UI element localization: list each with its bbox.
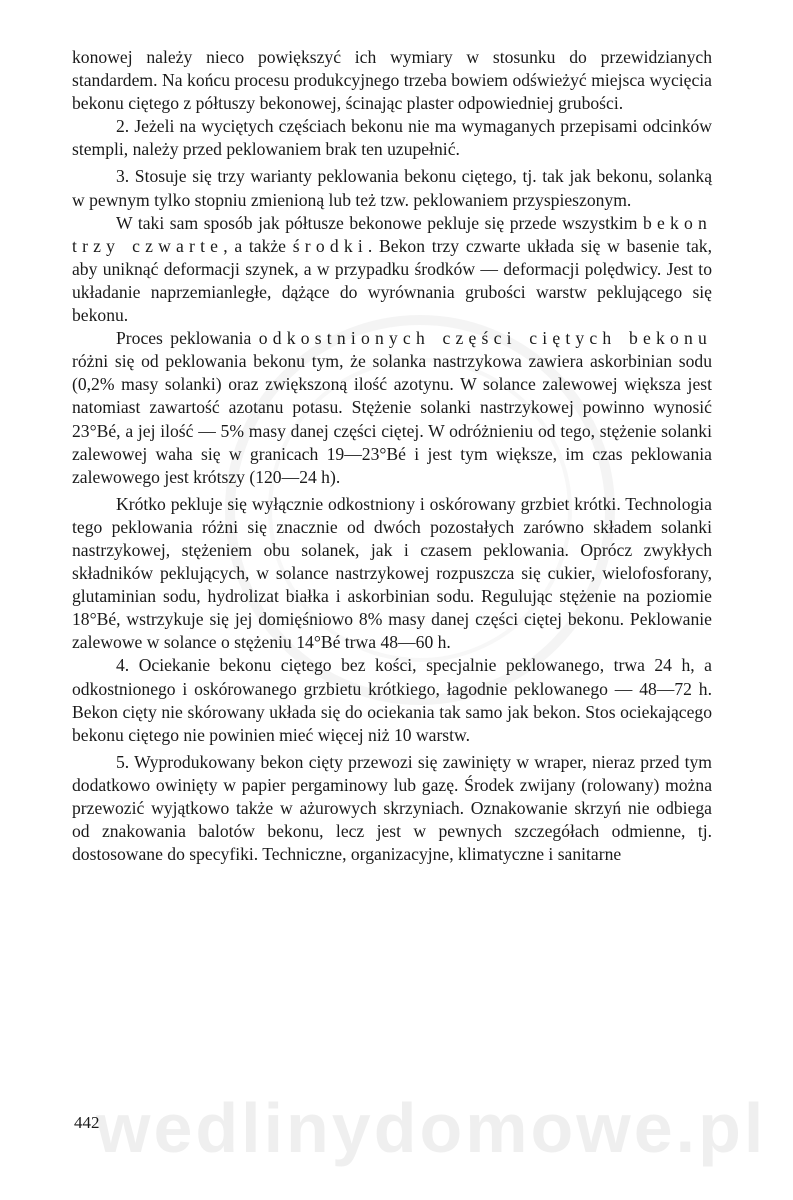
paragraph-point-2 (72, 115, 712, 161)
spaced-term: odkostnionych części ciętych bekonu (258, 328, 712, 349)
spaced-term: środki (292, 235, 368, 256)
paragraph-point-3 (72, 165, 712, 211)
paragraph-text: 2. Jeżeli na wyciętych częściach bekonu nie ma wymaganych przepisami odcinków stempli, należy przed peklowaniem brak ten uzupełnić. (72, 116, 712, 160)
paragraph-point-4 (72, 654, 712, 746)
paragraph-three-quarters (72, 212, 712, 327)
paragraph-text: konowej należy nieco powiększyć ich wymiary w stosunku do przewidzianych standardem. Na końcu procesu produkcyjnego trzeba bowiem odświeżyć miejsca wycięcia bekonu ciętego z półtuszy bekonowej, ścinając plaster odpowiedniej grubości. (72, 47, 712, 114)
paragraph-boneless-parts (72, 327, 712, 489)
paragraph-short-back (72, 493, 712, 655)
paragraph-continuation (72, 46, 712, 115)
page-number: 442 (74, 1113, 100, 1132)
paragraph-text: różni się od peklowania bekonu tym, że solanka nastrzykowa zawiera askorbinian sodu (0,2% masy solanki) oraz zwiększoną ilość azotynu. W solance zalewowej większa jest natomiast zawartość azotanu potasu. Stężenie solanki nastrzykowej powinno wynosić 23°Bé, a jej ilość — 5% masy danej części ciętej. W odróżnieniu od tego, stężenie solanki zalewowej waha się w granicach 19—23°Bé i jest tym większe, im czas peklowania zalewowego jest krótszy (120—24 h). (72, 351, 712, 487)
paragraph-text: . Bekon trzy czwarte układa się w basenie tak, aby uniknąć deformacji szynek, a w przypadku środków — deformacji polędwicy. Jest to układanie naprzemianległe, dążące do wyrównania grubości warstw peklującego się bekonu. (72, 235, 713, 326)
page-body (72, 46, 712, 866)
spaced-term: bekon trzy czwarte (72, 212, 712, 256)
paragraph-text: Krótko pekluje się wyłącznie odkostniony i oskórowany grzbiet krótki. Technologia tego peklowania różni się znacznie od dwóch pozostałych zarówno składem solanki nastrzykowej, stężeniem obu solanek, jak i czasem peklowania. Oprócz zwykłych składników peklujących, w solance nastrzykowej rozpuszcza się cukier, wielofosforany, glutaminian sodu, hydrolizat białka i askorbinian sodu. Regulując stężenie na poziomie 18°Bé, wstrzykuje się jej domięśniowo 8% masy danej części ciętej bekonu. Peklowanie zalewowe w solance o stężeniu 14°Bé trwa 48—60 h. (72, 493, 712, 653)
paragraph-text: Proces peklowania (116, 328, 259, 349)
paragraph-text: 5. Wyprodukowany bekon cięty przewozi się zawinięty w wraper, nieraz przed tym dodatkowo owinięty w papier pergaminowy lub gazę. Środek zwijany (rolowany) można przewozić wyjątkowo także w ażurowych skrzyniach. Oznakowanie skrzyń nie odbiega od znakowania balotów bekonu, lecz jest w pewnych szczegółach odmienne, tj. dostosowane do specyfiki. Techniczne, organizacyjne, klimatyczne i sanitarne (72, 751, 712, 865)
paragraph-text: , a także (223, 235, 293, 256)
site-watermark: wedlinydomowe.pl (96, 1089, 767, 1167)
paragraph-text: 4. Ociekanie bekonu ciętego bez kości, specjalnie peklowanego, trwa 24 h, a odkostnionego i oskórowanego grzbietu krótkiego, łagodnie peklowanego — 48—72 h. Bekon cięty nie skórowany układa się do ociekania tak samo jak bekon. Stos ociekającego bekonu ciętego nie powinien mieć więcej niż 10 warstw. (72, 655, 712, 745)
paragraph-point-5 (72, 751, 712, 866)
paragraph-text: 3. Stosuje się trzy warianty peklowania bekonu ciętego, tj. tak jak bekonu, solanką w pewnym tylko stopniu zmienioną lub też tzw. peklowaniem przyspieszonym. (72, 166, 712, 210)
paragraph-text: W taki sam sposób jak półtusze bekonowe pekluje się przede wszystkim (116, 212, 643, 233)
